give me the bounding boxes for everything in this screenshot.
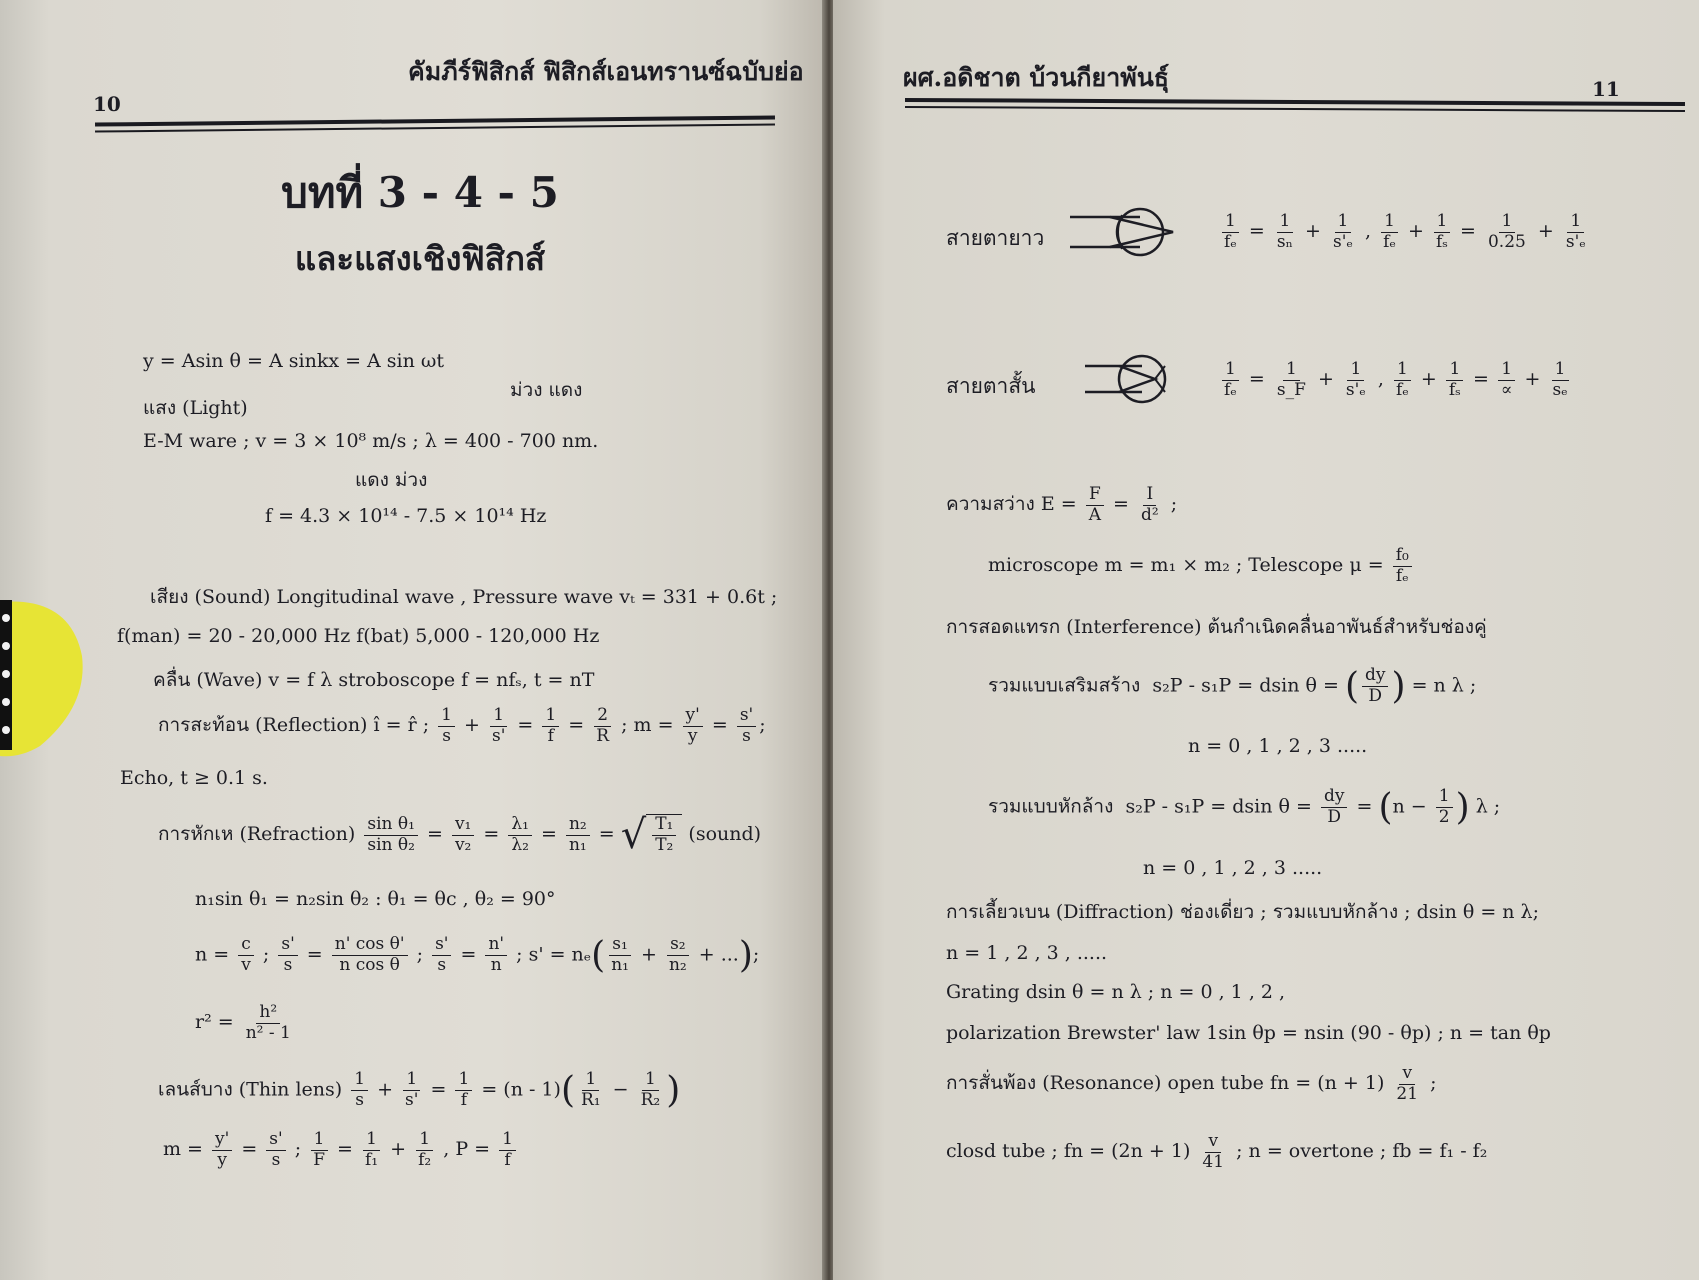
fraction: $\frac{1}{s'}$ [491, 705, 506, 746]
fraction: $\frac{c}{v}$ [238, 935, 254, 975]
page-number: 10 [93, 92, 121, 116]
fraction: $\frac{s'}{s}$ [432, 935, 451, 975]
interference-line: การสอดแทรก (Interference) ต้นกำเนิดคลื่นอาพันธ์สำหรับช่องคู่ [946, 616, 1487, 638]
destructive-label: รวมแบบหักล้าง [988, 795, 1114, 818]
fraction: $\frac{F}{A}$ [1086, 485, 1104, 525]
fraction: $\frac{v}{21}$ [1396, 1063, 1419, 1104]
header-rule [905, 98, 1685, 106]
fraction: $\frac{1}{\text{sₙ}}$ [1276, 211, 1293, 252]
em-wave-line: E-M ware ; v = 3 × 10⁸ m/s ; λ = 400 - 700 nm. [143, 430, 599, 452]
page-number: 11 [1592, 77, 1620, 101]
refraction-label: การหักเห (Refraction) [158, 823, 356, 845]
frequency-line: f = 4.3 × 10¹⁴ - 7.5 × 10¹⁴ Hz [265, 505, 547, 527]
fraction: $\frac{\text{s₂}}{\text{n₂}}$ [668, 934, 687, 975]
overtone-text: ; n = overtone ; fb = f₁ - f₂ [1236, 1140, 1488, 1163]
nearsighted-formula: $\frac{1}{\text{fₑ}}$ = $\frac{1}{s\_F}$ + $\frac{1}{\text{s'ₑ}}$ , $\frac{1}{\text{fₑ}}$ + $\frac{1}{\text{fₛ}}$ = $\frac{1}{\propto}$ + $\frac{1}{\text{sₑ}}$ [1218, 360, 1574, 400]
nearsighted-eye-icon [1085, 352, 1205, 407]
destructive-line: รวมแบบหักล้าง s₂P - s₁P = dsin θ = $\frac{dy}{D}$ = (n − $\frac{1}{2}$ ) λ ; [988, 786, 1501, 828]
fraction: $\frac{1}{s'}$ [405, 1069, 419, 1110]
fraction: $\frac{1}{\text{fₑ}}$ [1224, 211, 1237, 252]
fraction: $\frac{1}{s}$ [351, 1070, 368, 1110]
color-labels-mid: แดง ม่วง [355, 469, 428, 491]
chapter-title: บทที่ 3 - 4 - 5 [281, 168, 559, 217]
constructive-label: รวมแบบเสริมสร้าง [988, 674, 1141, 697]
wave-line: คลื่น (Wave) v = f λ stroboscope f = nfₛ, t = nT [153, 669, 595, 691]
running-header: ผศ.อดิชาต บ้วนกียาพันธุ์ [903, 63, 1170, 92]
grating-line: Grating dsin θ = n λ ; n = 0 , 1 , 2 , [946, 981, 1286, 1003]
microscope-label: microscope m = m₁ × m₂ ; Telescope μ = [988, 554, 1384, 577]
resonance-label: การสั่นพ้อง (Resonance) open tube fn = (n + 1) [946, 1072, 1385, 1095]
fraction: $\frac{1}{F}$ [310, 1130, 328, 1170]
sound-line: เสียง (Sound) Longitudinal wave , Pressure wave vₜ = 331 + 0.6t ; [150, 586, 778, 608]
fraction: $\frac{1}{\text{R₂}}$ [640, 1069, 661, 1110]
square-root: √ $\frac{\text{T₁}}{\text{T₂}}$ [621, 812, 683, 858]
fraction: $\frac{s'}{s}$ [278, 935, 297, 975]
fraction: $\frac{1}{\text{s'ₑ}}$ [1332, 211, 1353, 252]
closed-tube-label: closd tube ; fn = (2n + 1) [946, 1140, 1191, 1163]
light-label: แสง (Light) [143, 397, 248, 419]
farsighted-eye-icon [1070, 205, 1210, 260]
resonance-line: การสั่นพ้อง (Resonance) open tube fn = (n + 1) $\frac{v}{21}$ ; [946, 1063, 1437, 1104]
fraction: $\frac{1}{\text{fₛ}}$ [1446, 360, 1464, 400]
fraction: $\frac{1}{\text{fₑ}}$ [1224, 359, 1237, 400]
fraction: $\frac{\text{f₀}}{\text{fₑ}}$ [1393, 546, 1412, 586]
running-header: คัมภีร์ฟิสิกส์ ฟิสิกส์เอนทรานซ์ฉบับย่อ [408, 57, 804, 86]
radius-line: r² = $\frac{\text{h²}}{\text{n² - 1}}$ [195, 1003, 297, 1043]
nearsighted-label: สายตาสั้น [946, 374, 1036, 398]
fraction: $\frac{1}{\text{fₛ}}$ [1433, 212, 1451, 252]
fraction: $\frac{\text{n₂}}{\text{n₁}}$ [566, 815, 590, 855]
closed-tube-line [946, 1132, 1487, 1172]
fraction: $\frac{\text{λ₁}}{\text{λ₂}}$ [508, 815, 532, 855]
chapter-subtitle: และแสงเชิงฟิสิกส์ [294, 239, 546, 278]
fraction: $\frac{s'}{s}$ [266, 1130, 285, 1170]
fraction: $\frac{1}{s}$ [438, 706, 455, 746]
reflection-label: การสะท้อน (Reflection) î = r̂ ; [158, 714, 430, 737]
fraction: $\frac{\text{sin θ₁}}{\text{sin θ₂}}$ [364, 815, 418, 855]
destructive-n-values: n = 0 , 1 , 2 , 3 ..... [1143, 857, 1323, 879]
left-page [0, 0, 825, 1280]
yellow-page-clip [0, 596, 85, 758]
diffraction-n-values: n = 1 , 2 , 3 , ..... [946, 942, 1108, 964]
refractive-index-line: n = $\frac{c}{v}$ ; $\frac{s'}{s}$ = $\frac{\text{n' cos θ'}}{\text{n cos θ}}$ ; $\frac{s'}{s}$ = $\frac{n'}{n}$ ; s' = nₑ( $\frac{\text{s₁}}{\text{n₁}}$ + $\frac{\text{s₂}}{\text{n₂}}$ + ...); [195, 934, 760, 976]
magnification-line: m = $\frac{y'}{y}$ = $\frac{s'}{s}$ ; $\frac{1}{F}$ = $\frac{1}{\text{f₁}}$ + $\frac{1}{\text{f₂}}$ , P = $\frac{1}{f}$ [163, 1130, 519, 1170]
fraction: $\frac{1}{\text{fₑ}}$ [1383, 211, 1396, 252]
fraction: $\frac{y'}{y}$ [683, 706, 703, 746]
microscope-line [988, 546, 1415, 586]
constructive-n-values: n = 0 , 1 , 2 , 3 ..... [1188, 735, 1368, 757]
fraction: $\frac{1}{\text{f₁}}$ [364, 1129, 379, 1170]
right-page [833, 0, 1699, 1280]
color-labels-top: ม่วง แดง [510, 379, 583, 401]
reflection-line: การสะท้อน (Reflection) î = r̂ ; $\frac{1}{s}$ + $\frac{1}{s'}$ = $\frac{1}{f}$ = $\frac{2}{R}$ ; m = $\frac{y'}{y}$ = $\frac{s'}{s}$ ; [158, 705, 766, 746]
fraction: $\frac{\text{v₁}}{\text{v₂}}$ [452, 815, 474, 855]
wave-equation: y = Asin θ = A sinkx = A sin ωt [143, 350, 445, 372]
fraction: $\frac{dy}{D}$ [1362, 666, 1389, 706]
snell-law-line: n₁sin θ₁ = n₂sin θ₂ : θ₁ = θc , θ₂ = 90° [195, 888, 556, 910]
hearing-range-line: f(man) = 20 - 20,000 Hz f(bat) 5,000 - 120,000 Hz [117, 625, 600, 647]
fraction: $\frac{1}{f}$ [542, 706, 559, 746]
fraction: $\frac{v}{41}$ [1202, 1131, 1225, 1172]
fraction: $\frac{1}{\text{f₂}}$ [418, 1129, 432, 1170]
farsighted-label: สายตายาว [946, 226, 1045, 250]
fraction: $\frac{1}{2}$ [1436, 787, 1453, 827]
fraction: $\frac{\text{n' cos θ'}}{\text{n cos θ}}$ [332, 935, 408, 975]
fraction: $\frac{1}{f}$ [455, 1070, 472, 1110]
illuminance-label: ความสว่าง E = [946, 493, 1077, 516]
fraction: $\frac{dy}{D}$ [1321, 787, 1348, 827]
diffraction-line: การเลี้ยวเบน (Diffraction) ช่องเดี่ยว ; รวมแบบหักล้าง ; dsin θ = n λ; [946, 901, 1539, 923]
fraction: $\frac{I}{\text{d²}}$ [1140, 484, 1159, 525]
fraction: $\frac{1}{\propto}$ [1498, 360, 1516, 400]
polarization-line: polarization Brewster' law 1sin θp = nsin (90 - θp) ; n = tan θp [946, 1022, 1551, 1044]
fraction: $\frac{2}{R}$ [593, 706, 612, 746]
fraction: $\frac{1}{s\_F}$ [1276, 359, 1306, 400]
fraction: $\frac{1}{0.25}$ [1487, 211, 1526, 252]
fraction: $\frac{1}{\text{fₑ}}$ [1396, 359, 1409, 400]
echo-line: Echo, t ≥ 0.1 s. [120, 767, 268, 789]
thin-lens-label: เลนส์บาง (Thin lens) [158, 1078, 343, 1101]
fraction: $\frac{1}{\text{s'ₑ}}$ [1345, 359, 1366, 400]
sound-tag: (sound) [688, 823, 762, 845]
illuminance-line: ความสว่าง E = $\frac{F}{A}$ = $\frac{I}{\text{d²}}$ ; [946, 484, 1178, 525]
thin-lens-line: เลนส์บาง (Thin lens) $\frac{1}{s}$ + $\frac{1}{s'}$ = $\frac{1}{f}$ = (n - 1)( $\frac{1}{\text{R₁}}$ − $\frac{1}{\text{R₂}}$ ) [158, 1069, 681, 1111]
fraction: $\frac{n'}{n}$ [485, 935, 507, 975]
fraction: $\frac{\text{h²}}{\text{n² - 1}}$ [245, 1002, 291, 1043]
fraction: $\frac{y'}{y}$ [212, 1130, 232, 1170]
constructive-line: รวมแบบเสริมสร้าง s₂P - s₁P = dsin θ = ( $\frac{dy}{D}$ ) = n λ ; [988, 665, 1477, 707]
fraction: $\frac{1}{\text{s'ₑ}}$ [1565, 211, 1586, 252]
refraction-line: การหักเห (Refraction) $\frac{\text{sin θ₁}}{\text{sin θ₂}}$ = $\frac{\text{v₁}}{\text{v₂}}$ = $\frac{\text{λ₁}}{\text{λ₂}}$ = $\frac{\text{n₂}}{\text{n₁}}$ = √ $\frac{\text{T₁}}{\text{T₂}}$ (sound) [158, 812, 762, 858]
farsighted-formula: $\frac{1}{\text{fₑ}}$ = $\frac{1}{\text{sₙ}}$ + $\frac{1}{\text{s'ₑ}}$ , $\frac{1}{\text{fₑ}}$ + $\frac{1}{\text{fₛ}}$ = $\frac{1}{0.25}$ + $\frac{1}{\text{s'ₑ}}$ [1218, 212, 1592, 252]
header-rule-thin [905, 106, 1685, 112]
fraction: $\frac{s'}{s}$ [737, 706, 756, 746]
fraction: $\frac{1}{f}$ [499, 1130, 516, 1170]
fraction: $\frac{1}{\text{sₑ}}$ [1552, 359, 1568, 400]
